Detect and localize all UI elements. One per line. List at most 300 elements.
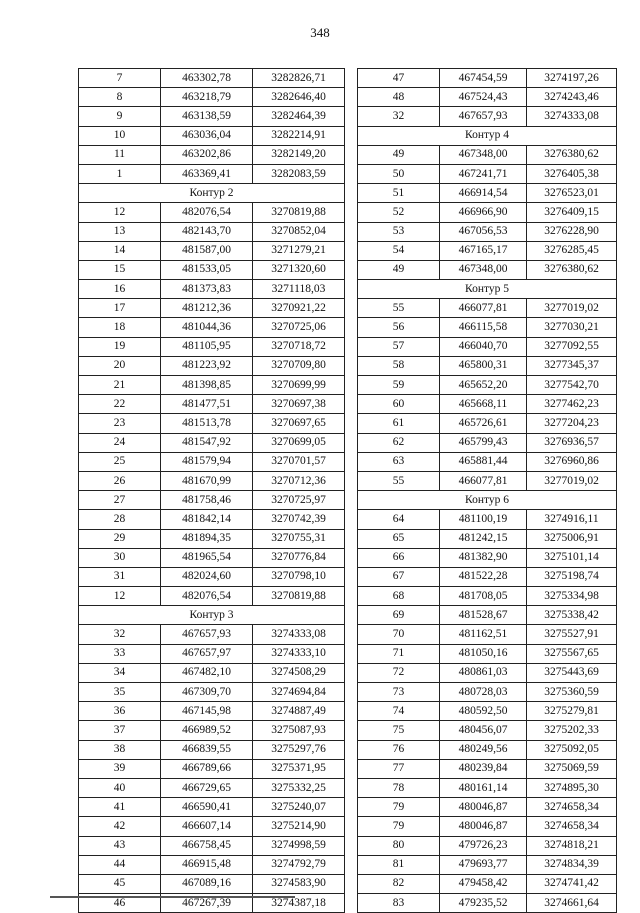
point-number-cell: 52 — [358, 203, 440, 222]
point-number-cell: 13 — [79, 222, 161, 241]
table-row — [358, 740, 617, 759]
x-coordinate-cell: 481965,54 — [161, 548, 253, 567]
y-coordinate-cell: 3275069,59 — [527, 759, 617, 778]
y-coordinate-cell: 3270776,84 — [253, 548, 345, 567]
table-row — [358, 625, 617, 644]
contour-header-row — [358, 126, 617, 145]
x-coordinate-cell: 467145,98 — [161, 702, 253, 721]
y-coordinate-cell: 3275443,69 — [527, 663, 617, 682]
footer-divider — [50, 896, 295, 898]
point-number-cell: 34 — [79, 663, 161, 682]
x-coordinate-cell: 463369,41 — [161, 164, 253, 183]
y-coordinate-cell: 3276405,38 — [527, 164, 617, 183]
table-row — [79, 683, 345, 702]
y-coordinate-cell: 3274508,29 — [253, 663, 345, 682]
point-number-cell: 60 — [358, 395, 440, 414]
x-coordinate-cell: 467657,93 — [440, 107, 527, 126]
y-coordinate-cell: 3270819,88 — [253, 587, 345, 606]
y-coordinate-cell: 3275334,98 — [527, 587, 617, 606]
table-row — [79, 164, 345, 183]
point-number-cell: 14 — [79, 241, 161, 260]
x-coordinate-cell: 466914,54 — [440, 184, 527, 203]
table-row — [79, 587, 345, 606]
table-row — [358, 241, 617, 260]
y-coordinate-cell: 3275567,65 — [527, 644, 617, 663]
y-coordinate-cell: 3270709,80 — [253, 356, 345, 375]
table-row — [358, 874, 617, 893]
y-coordinate-cell: 3275198,74 — [527, 567, 617, 586]
table-row — [358, 663, 617, 682]
x-coordinate-cell: 467309,70 — [161, 683, 253, 702]
contour-label: Контур 6 — [358, 491, 617, 510]
x-coordinate-cell: 479235,52 — [440, 894, 527, 913]
y-coordinate-cell: 3271279,21 — [253, 241, 345, 260]
x-coordinate-cell: 466758,45 — [161, 836, 253, 855]
x-coordinate-cell: 482076,54 — [161, 203, 253, 222]
x-coordinate-cell: 466729,65 — [161, 778, 253, 797]
y-coordinate-cell: 3277019,02 — [527, 471, 617, 490]
table-row — [79, 548, 345, 567]
x-coordinate-cell: 479693,77 — [440, 855, 527, 874]
table-row — [358, 759, 617, 778]
table-row — [79, 759, 345, 778]
table-row — [79, 203, 345, 222]
table-row — [358, 587, 617, 606]
x-coordinate-cell: 480861,03 — [440, 663, 527, 682]
table-row — [358, 164, 617, 183]
x-coordinate-cell: 467241,71 — [440, 164, 527, 183]
contour-header-row — [358, 491, 617, 510]
table-row — [79, 817, 345, 836]
y-coordinate-cell: 3274333,08 — [253, 625, 345, 644]
table-row — [358, 548, 617, 567]
y-coordinate-cell: 3282464,39 — [253, 107, 345, 126]
point-number-cell: 49 — [358, 260, 440, 279]
point-number-cell: 20 — [79, 356, 161, 375]
y-coordinate-cell: 3270712,36 — [253, 471, 345, 490]
x-coordinate-cell: 465800,31 — [440, 356, 527, 375]
contour-label: Контур 4 — [358, 126, 617, 145]
point-number-cell: 11 — [79, 145, 161, 164]
x-coordinate-cell: 481373,83 — [161, 280, 253, 299]
x-coordinate-cell: 463202,86 — [161, 145, 253, 164]
point-number-cell: 10 — [79, 126, 161, 145]
point-number-cell: 37 — [79, 721, 161, 740]
y-coordinate-cell: 3274243,46 — [527, 88, 617, 107]
y-coordinate-cell: 3275297,76 — [253, 740, 345, 759]
y-coordinate-cell: 3270699,99 — [253, 376, 345, 395]
x-coordinate-cell: 481477,51 — [161, 395, 253, 414]
table-row — [358, 529, 617, 548]
point-number-cell: 59 — [358, 376, 440, 395]
table-row — [79, 855, 345, 874]
y-coordinate-cell: 3277542,70 — [527, 376, 617, 395]
x-coordinate-cell: 466839,55 — [161, 740, 253, 759]
table-row — [79, 740, 345, 759]
table-row — [358, 471, 617, 490]
table-row — [79, 491, 345, 510]
y-coordinate-cell: 3275101,14 — [527, 548, 617, 567]
x-coordinate-cell: 481587,00 — [161, 241, 253, 260]
table-row — [79, 414, 345, 433]
y-coordinate-cell: 3274661,64 — [527, 894, 617, 913]
point-number-cell: 79 — [358, 817, 440, 836]
table-row — [358, 721, 617, 740]
point-number-cell: 71 — [358, 644, 440, 663]
x-coordinate-cell: 481044,36 — [161, 318, 253, 337]
y-coordinate-cell: 3270697,38 — [253, 395, 345, 414]
y-coordinate-cell: 3277019,02 — [527, 299, 617, 318]
y-coordinate-cell: 3270701,57 — [253, 452, 345, 471]
table-row — [358, 203, 617, 222]
y-coordinate-cell: 3275214,90 — [253, 817, 345, 836]
y-coordinate-cell: 3274333,10 — [253, 644, 345, 663]
y-coordinate-cell: 3270755,31 — [253, 529, 345, 548]
table-row — [358, 855, 617, 874]
table-row — [358, 222, 617, 241]
x-coordinate-cell: 467056,53 — [440, 222, 527, 241]
x-coordinate-cell: 480239,84 — [440, 759, 527, 778]
y-coordinate-cell: 3274387,18 — [253, 894, 345, 913]
y-coordinate-cell: 3270718,72 — [253, 337, 345, 356]
point-number-cell: 57 — [358, 337, 440, 356]
x-coordinate-cell: 466989,52 — [161, 721, 253, 740]
y-coordinate-cell: 3282214,91 — [253, 126, 345, 145]
point-number-cell: 50 — [358, 164, 440, 183]
table-row — [79, 702, 345, 721]
x-coordinate-cell: 481382,90 — [440, 548, 527, 567]
x-coordinate-cell: 466607,14 — [161, 817, 253, 836]
point-number-cell: 32 — [79, 625, 161, 644]
point-number-cell: 77 — [358, 759, 440, 778]
point-number-cell: 80 — [358, 836, 440, 855]
y-coordinate-cell: 3274741,42 — [527, 874, 617, 893]
x-coordinate-cell: 481547,92 — [161, 433, 253, 452]
point-number-cell: 55 — [358, 471, 440, 490]
point-number-cell: 63 — [358, 452, 440, 471]
y-coordinate-cell: 3276936,57 — [527, 433, 617, 452]
point-number-cell: 58 — [358, 356, 440, 375]
x-coordinate-cell: 481223,92 — [161, 356, 253, 375]
y-coordinate-cell: 3277204,23 — [527, 414, 617, 433]
x-coordinate-cell: 481398,85 — [161, 376, 253, 395]
x-coordinate-cell: 467657,97 — [161, 644, 253, 663]
table-row — [358, 145, 617, 164]
y-coordinate-cell: 3274792,79 — [253, 855, 345, 874]
x-coordinate-cell: 481842,14 — [161, 510, 253, 529]
x-coordinate-cell: 481708,05 — [440, 587, 527, 606]
x-coordinate-cell: 467165,17 — [440, 241, 527, 260]
table-row — [79, 88, 345, 107]
table-row — [358, 683, 617, 702]
point-number-cell: 12 — [79, 587, 161, 606]
table-row — [79, 452, 345, 471]
table-row — [79, 145, 345, 164]
x-coordinate-cell: 481758,46 — [161, 491, 253, 510]
table-row — [358, 107, 617, 126]
table-row — [79, 260, 345, 279]
point-number-cell: 78 — [358, 778, 440, 797]
x-coordinate-cell: 466590,41 — [161, 798, 253, 817]
table-row — [79, 241, 345, 260]
point-number-cell: 38 — [79, 740, 161, 759]
table-row — [79, 280, 345, 299]
x-coordinate-cell: 466040,70 — [440, 337, 527, 356]
y-coordinate-cell: 3275279,81 — [527, 702, 617, 721]
point-number-cell: 24 — [79, 433, 161, 452]
table-row — [358, 836, 617, 855]
x-coordinate-cell: 463138,59 — [161, 107, 253, 126]
x-coordinate-cell: 480592,50 — [440, 702, 527, 721]
table-row — [358, 356, 617, 375]
y-coordinate-cell: 3270921,22 — [253, 299, 345, 318]
table-row — [79, 510, 345, 529]
y-coordinate-cell: 3270798,10 — [253, 567, 345, 586]
point-number-cell: 27 — [79, 491, 161, 510]
point-number-cell: 64 — [358, 510, 440, 529]
table-row — [79, 471, 345, 490]
table-row — [358, 260, 617, 279]
y-coordinate-cell: 3275371,95 — [253, 759, 345, 778]
y-coordinate-cell: 3282646,40 — [253, 88, 345, 107]
contour-header-row — [79, 606, 345, 625]
x-coordinate-cell: 481105,95 — [161, 337, 253, 356]
y-coordinate-cell: 3276380,62 — [527, 260, 617, 279]
table-row — [358, 702, 617, 721]
y-coordinate-cell: 3274818,21 — [527, 836, 617, 855]
y-coordinate-cell: 3274834,39 — [527, 855, 617, 874]
x-coordinate-cell: 466115,58 — [440, 318, 527, 337]
table-row — [358, 778, 617, 797]
table-row — [79, 337, 345, 356]
page-number: 348 — [310, 25, 330, 40]
x-coordinate-cell: 481242,15 — [440, 529, 527, 548]
x-coordinate-cell: 479726,23 — [440, 836, 527, 855]
x-coordinate-cell: 467657,93 — [161, 625, 253, 644]
table-body — [358, 69, 617, 913]
point-number-cell: 46 — [79, 894, 161, 913]
x-coordinate-cell: 480249,56 — [440, 740, 527, 759]
point-number-cell: 45 — [79, 874, 161, 893]
y-coordinate-cell: 3270819,88 — [253, 203, 345, 222]
x-coordinate-cell: 465799,43 — [440, 433, 527, 452]
table-row — [79, 663, 345, 682]
x-coordinate-cell: 481100,19 — [440, 510, 527, 529]
y-coordinate-cell: 3275527,91 — [527, 625, 617, 644]
table-row — [79, 778, 345, 797]
point-number-cell: 66 — [358, 548, 440, 567]
table-row — [358, 337, 617, 356]
x-coordinate-cell: 480161,14 — [440, 778, 527, 797]
x-coordinate-cell: 480046,87 — [440, 798, 527, 817]
point-number-cell: 82 — [358, 874, 440, 893]
table-row — [79, 356, 345, 375]
table-row — [358, 184, 617, 203]
x-coordinate-cell: 467454,59 — [440, 69, 527, 88]
point-number-cell: 22 — [79, 395, 161, 414]
point-number-cell: 83 — [358, 894, 440, 913]
table-row — [79, 222, 345, 241]
table-row — [358, 798, 617, 817]
x-coordinate-cell: 463036,04 — [161, 126, 253, 145]
table-row — [358, 644, 617, 663]
table-row — [79, 625, 345, 644]
x-coordinate-cell: 482076,54 — [161, 587, 253, 606]
y-coordinate-cell: 3274998,59 — [253, 836, 345, 855]
point-number-cell: 62 — [358, 433, 440, 452]
x-coordinate-cell: 467524,43 — [440, 88, 527, 107]
y-coordinate-cell: 3275087,93 — [253, 721, 345, 740]
x-coordinate-cell: 481522,28 — [440, 567, 527, 586]
y-coordinate-cell: 3274887,49 — [253, 702, 345, 721]
table-row — [358, 395, 617, 414]
y-coordinate-cell: 3276523,01 — [527, 184, 617, 203]
contour-header-row — [79, 184, 345, 203]
x-coordinate-cell: 466077,81 — [440, 299, 527, 318]
point-number-cell: 79 — [358, 798, 440, 817]
y-coordinate-cell: 3276960,86 — [527, 452, 617, 471]
point-number-cell: 47 — [358, 69, 440, 88]
y-coordinate-cell: 3276285,45 — [527, 241, 617, 260]
point-number-cell: 51 — [358, 184, 440, 203]
x-coordinate-cell: 463218,79 — [161, 88, 253, 107]
point-number-cell: 39 — [79, 759, 161, 778]
table-body — [79, 69, 345, 913]
point-number-cell: 12 — [79, 203, 161, 222]
table-row — [358, 88, 617, 107]
table-row — [79, 836, 345, 855]
x-coordinate-cell: 480046,87 — [440, 817, 527, 836]
point-number-cell: 28 — [79, 510, 161, 529]
point-number-cell: 44 — [79, 855, 161, 874]
point-number-cell: 23 — [79, 414, 161, 433]
point-number-cell: 26 — [79, 471, 161, 490]
point-number-cell: 9 — [79, 107, 161, 126]
y-coordinate-cell: 3282083,59 — [253, 164, 345, 183]
table-row — [79, 644, 345, 663]
y-coordinate-cell: 3270697,65 — [253, 414, 345, 433]
table-row — [358, 606, 617, 625]
table-row — [358, 318, 617, 337]
point-number-cell: 32 — [358, 107, 440, 126]
table-row — [358, 452, 617, 471]
table-row — [79, 721, 345, 740]
y-coordinate-cell: 3274583,90 — [253, 874, 345, 893]
point-number-cell: 29 — [79, 529, 161, 548]
point-number-cell: 81 — [358, 855, 440, 874]
table-row — [79, 874, 345, 893]
point-number-cell: 54 — [358, 241, 440, 260]
y-coordinate-cell: 3274916,11 — [527, 510, 617, 529]
x-coordinate-cell: 481212,36 — [161, 299, 253, 318]
x-coordinate-cell: 467348,00 — [440, 145, 527, 164]
x-coordinate-cell: 482143,70 — [161, 222, 253, 241]
x-coordinate-cell: 481050,16 — [440, 644, 527, 663]
x-coordinate-cell: 467348,00 — [440, 260, 527, 279]
table-row — [358, 376, 617, 395]
y-coordinate-cell: 3274197,26 — [527, 69, 617, 88]
point-number-cell: 36 — [79, 702, 161, 721]
y-coordinate-cell: 3282826,71 — [253, 69, 345, 88]
y-coordinate-cell: 3276228,90 — [527, 222, 617, 241]
point-number-cell: 21 — [79, 376, 161, 395]
y-coordinate-cell: 3275338,42 — [527, 606, 617, 625]
point-number-cell: 42 — [79, 817, 161, 836]
point-number-cell: 68 — [358, 587, 440, 606]
table-row — [358, 69, 617, 88]
point-number-cell: 16 — [79, 280, 161, 299]
table-row — [358, 433, 617, 452]
y-coordinate-cell: 3275240,07 — [253, 798, 345, 817]
point-number-cell: 33 — [79, 644, 161, 663]
point-number-cell: 15 — [79, 260, 161, 279]
y-coordinate-cell: 3270725,06 — [253, 318, 345, 337]
table-row — [358, 817, 617, 836]
table-row — [79, 395, 345, 414]
point-number-cell: 75 — [358, 721, 440, 740]
x-coordinate-cell: 463302,78 — [161, 69, 253, 88]
y-coordinate-cell: 3274658,34 — [527, 798, 617, 817]
table-row — [358, 894, 617, 913]
coordinates-table-left — [78, 68, 345, 913]
y-coordinate-cell: 3277345,37 — [527, 356, 617, 375]
table-row — [358, 567, 617, 586]
x-coordinate-cell: 481162,51 — [440, 625, 527, 644]
table-row — [79, 376, 345, 395]
x-coordinate-cell: 481533,05 — [161, 260, 253, 279]
y-coordinate-cell: 3274895,30 — [527, 778, 617, 797]
y-coordinate-cell: 3275202,33 — [527, 721, 617, 740]
point-number-cell: 31 — [79, 567, 161, 586]
x-coordinate-cell: 467267,39 — [161, 894, 253, 913]
y-coordinate-cell: 3270725,97 — [253, 491, 345, 510]
y-coordinate-cell: 3277092,55 — [527, 337, 617, 356]
point-number-cell: 73 — [358, 683, 440, 702]
x-coordinate-cell: 467089,16 — [161, 874, 253, 893]
y-coordinate-cell: 3276409,15 — [527, 203, 617, 222]
y-coordinate-cell: 3270852,04 — [253, 222, 345, 241]
y-coordinate-cell: 3275360,59 — [527, 683, 617, 702]
point-number-cell: 35 — [79, 683, 161, 702]
point-number-cell: 17 — [79, 299, 161, 318]
point-number-cell: 61 — [358, 414, 440, 433]
y-coordinate-cell: 3274658,34 — [527, 817, 617, 836]
point-number-cell: 30 — [79, 548, 161, 567]
table-row — [79, 529, 345, 548]
x-coordinate-cell: 466789,66 — [161, 759, 253, 778]
x-coordinate-cell: 479458,42 — [440, 874, 527, 893]
x-coordinate-cell: 480456,07 — [440, 721, 527, 740]
point-number-cell: 43 — [79, 836, 161, 855]
point-number-cell: 76 — [358, 740, 440, 759]
y-coordinate-cell: 3274694,84 — [253, 683, 345, 702]
x-coordinate-cell: 466077,81 — [440, 471, 527, 490]
y-coordinate-cell: 3270699,05 — [253, 433, 345, 452]
point-number-cell: 53 — [358, 222, 440, 241]
contour-label: Контур 5 — [358, 280, 617, 299]
x-coordinate-cell: 481513,78 — [161, 414, 253, 433]
point-number-cell: 56 — [358, 318, 440, 337]
y-coordinate-cell: 3270742,39 — [253, 510, 345, 529]
contour-label: Контур 3 — [79, 606, 345, 625]
point-number-cell: 55 — [358, 299, 440, 318]
y-coordinate-cell: 3271118,03 — [253, 280, 345, 299]
point-number-cell: 18 — [79, 318, 161, 337]
x-coordinate-cell: 481670,99 — [161, 471, 253, 490]
contour-label: Контур 2 — [79, 184, 345, 203]
y-coordinate-cell: 3277030,21 — [527, 318, 617, 337]
table-row — [358, 414, 617, 433]
